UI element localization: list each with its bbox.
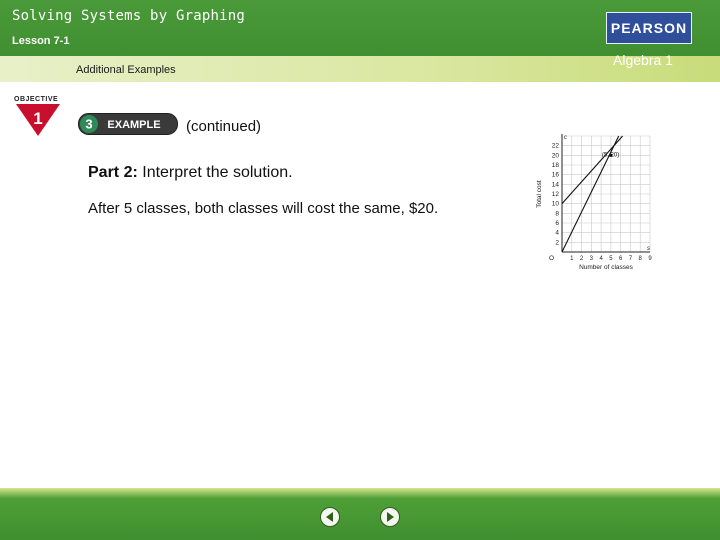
objective-number: 1 — [33, 109, 43, 128]
course-label: Algebra 1 — [613, 52, 673, 68]
x-tick-label: 6 — [618, 256, 623, 262]
pearson-logo-text: PEARSON — [610, 20, 688, 36]
arrow-left-icon — [321, 508, 339, 526]
example-number: 3 — [85, 116, 93, 132]
cost-graph — [532, 132, 652, 274]
deck-title: Solving Systems by Graphing — [12, 8, 245, 24]
y-tick-label: 14 — [551, 181, 559, 189]
x-tick-label: 9 — [648, 256, 652, 262]
y-tick-label: 6 — [555, 220, 559, 227]
objective-badge-icon — [16, 104, 60, 136]
continued-label: (continued) — [186, 118, 262, 135]
part-heading — [88, 164, 293, 182]
part-text: Interpret the solution. — [137, 164, 293, 181]
x-axis-symbol: s — [647, 246, 650, 252]
y-tick-label: 10 — [551, 200, 559, 208]
next-slide-button[interactable] — [380, 507, 400, 527]
part-label: Part 2: — [88, 164, 138, 181]
y-tick-label: 4 — [555, 229, 559, 237]
x-tick-label: 3 — [589, 256, 594, 262]
pearson-logo — [606, 12, 692, 44]
x-tick-label: 2 — [579, 256, 584, 262]
y-tick-label: 20 — [551, 152, 559, 160]
slide-footer — [0, 488, 720, 540]
x-tick-label: 4 — [599, 256, 603, 262]
answer-text: After 5 classes, both classes will cost the same, $20. — [88, 200, 439, 217]
x-axis-label: Number of classes — [579, 264, 633, 271]
x-tick-label: 8 — [638, 256, 642, 262]
x-tick-label: 1 — [570, 256, 574, 262]
section-label: Additional Examples — [76, 64, 176, 76]
y-axis-symbol: c — [564, 135, 567, 141]
objective-label: OBJECTIVE — [14, 96, 59, 103]
lesson-label: Lesson 7-1 — [12, 35, 70, 47]
x-tick-label: 5 — [609, 256, 613, 262]
y-tick-label: 22 — [551, 142, 559, 150]
y-tick-label: 12 — [551, 191, 559, 198]
x-tick-label: 7 — [628, 256, 633, 262]
example-badge — [78, 113, 178, 135]
y-axis-label: Total cost — [536, 180, 543, 208]
y-tick-label: 2 — [555, 239, 559, 247]
previous-slide-button[interactable] — [320, 507, 340, 527]
intersection-label: (5, 20) — [601, 152, 620, 159]
y-tick-label: 16 — [551, 171, 559, 179]
y-tick-label: 8 — [555, 210, 559, 218]
example-label: EXAMPLE — [107, 119, 161, 131]
origin-label: O — [549, 255, 555, 262]
arrow-right-icon — [381, 508, 399, 526]
y-tick-label: 18 — [551, 162, 559, 169]
